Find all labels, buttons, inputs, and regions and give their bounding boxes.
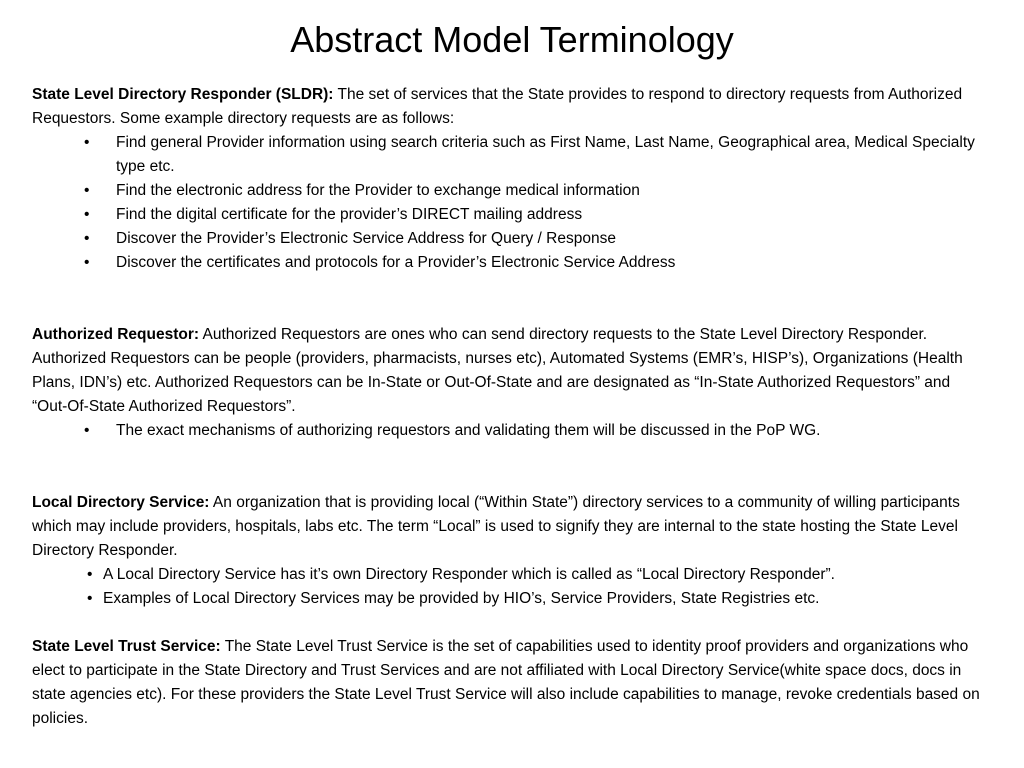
local-directory-service-bullet-list — [32, 563, 982, 611]
sldr-paragraph — [32, 83, 982, 131]
list-item-text: The exact mechanisms of authorizing requestors and validating them will be discussed in the PoP WG. — [116, 422, 821, 439]
list-item-text: Discover the Provider’s Electronic Service Address for Query / Response — [116, 230, 616, 247]
sldr-description: The set of services that the State provides to respond to directory requests from Authorized Requestors. Some example directory requests are as follows: — [32, 86, 963, 127]
sldr-bullet-list — [32, 131, 982, 275]
local-directory-service-description: An organization that is providing local (“Within State”) directory services to a community of willing participants which may include providers, hospitals, labs etc. The term “Local” is used to signify they are internal to the state hosting the State Level Directory Responder. — [32, 494, 960, 559]
authorized-requestor-description: Authorized Requestors are ones who can send directory requests to the State Level Directory Responder. Authorized Requestors can be people (providers, pharmacists, nurses etc), Automated Systems (EMR’s, HISP’s), Organizations (Health Plans, IDN’s) etc. Authorized Requestors can be In-State or Out-Of-State and are designated as “In-State Authorized Requestors” and “Out-Of-State Authorized Requestors”. — [32, 326, 963, 415]
bullet-glyph: • — [84, 254, 90, 271]
list-item — [32, 179, 982, 203]
list-item-text: Find the electronic address for the Provider to exchange medical information — [116, 182, 640, 199]
authorized-requestor-paragraph — [32, 323, 982, 419]
trust-service-paragraph — [32, 635, 982, 731]
list-item-text: A Local Directory Service has it’s own Directory Responder which is called as “Local Directory Responder”. — [103, 566, 835, 583]
bullet-glyph: • — [84, 230, 90, 247]
bullet-glyph: • — [84, 134, 90, 151]
list-item-text: Find general Provider information using search criteria such as First Name, Last Name, Geographical area, Medical Specialty type etc. — [116, 134, 975, 175]
bullet-glyph: • — [87, 566, 93, 583]
list-item — [32, 131, 982, 179]
spacer — [32, 611, 982, 635]
trust-service-term: State Level Trust Service: — [32, 638, 221, 655]
bullet-glyph: • — [84, 206, 90, 223]
spacer — [32, 443, 982, 491]
list-item-text: Discover the certificates and protocols for a Provider’s Electronic Service Address — [116, 254, 676, 271]
list-item-text: Find the digital certificate for the provider’s DIRECT mailing address — [116, 206, 583, 223]
local-directory-service-term: Local Directory Service: — [32, 494, 210, 511]
bullet-glyph: • — [84, 182, 90, 199]
bullet-glyph: • — [84, 422, 90, 439]
list-item — [32, 251, 982, 275]
slide-body — [32, 83, 982, 731]
authorized-requestor-term: Authorized Requestor: — [32, 326, 200, 343]
list-item — [32, 563, 982, 587]
bullet-glyph: • — [87, 590, 93, 607]
local-directory-service-paragraph — [32, 491, 982, 563]
slide-title: Abstract Model Terminology — [290, 19, 734, 60]
list-item — [32, 419, 982, 443]
sldr-term: State Level Directory Responder (SLDR): — [32, 86, 334, 103]
list-item — [32, 227, 982, 251]
spacer — [32, 275, 982, 323]
list-item-text: Examples of Local Directory Services may be provided by HIO’s, Service Providers, State Registries etc. — [103, 590, 820, 607]
list-item — [32, 587, 982, 611]
list-item — [32, 203, 982, 227]
authorized-requestor-bullet-list — [32, 419, 982, 443]
trust-service-description: The State Level Trust Service is the set of capabilities used to identity proof providers and organizations who elect to participate in the State Directory and Trust Services and are not affiliated with Local Directory Service(white space docs, docs in state agencies etc). For these providers the State Level Trust Service will also include capabilities to manage, revoke credentials based on policies. — [32, 638, 980, 727]
